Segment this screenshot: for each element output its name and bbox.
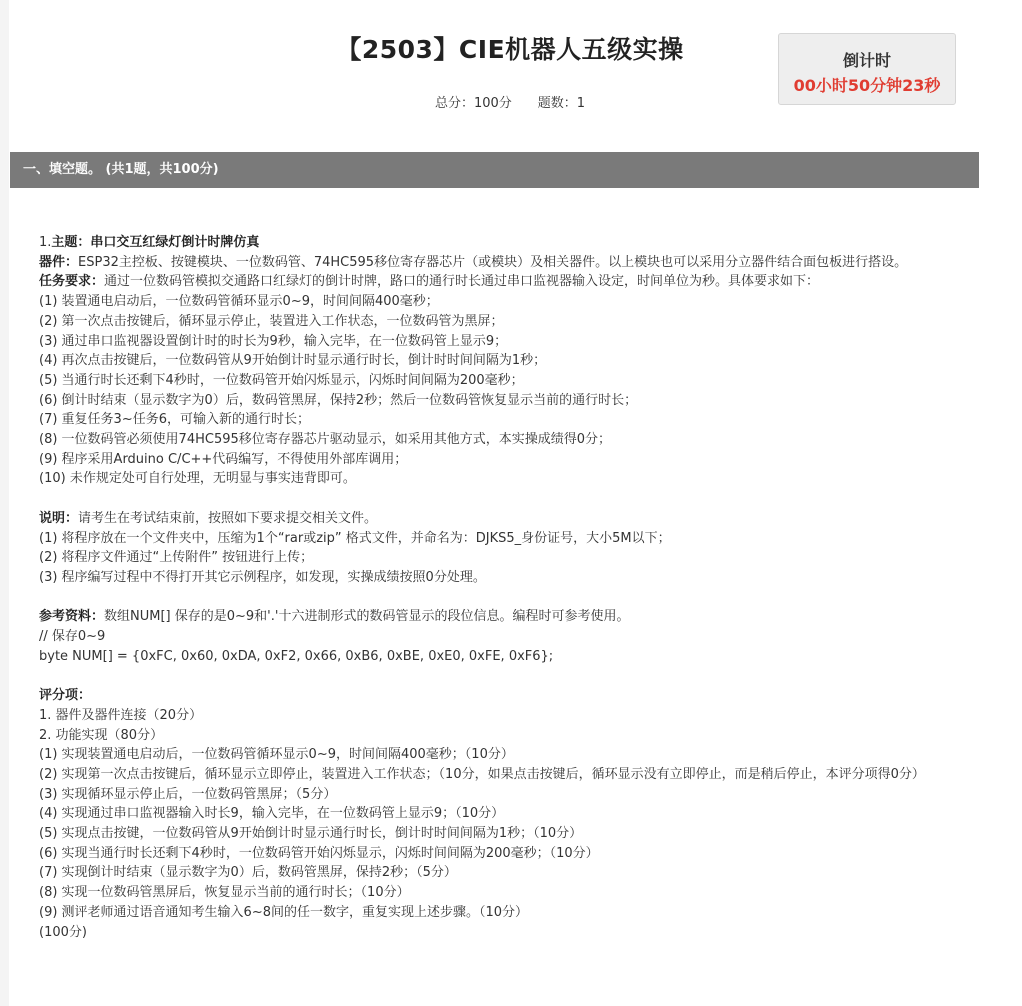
question-count: 题数：1 xyxy=(537,96,586,111)
code-comment: // 保存0~9 xyxy=(39,629,106,645)
scoring-item: (3) 实现循环显示停止后，一位数码管黑屏；（5分） xyxy=(39,786,337,802)
task-item: (9) 程序采用Arduino C/C++代码编写，不得使用外部库调用； xyxy=(39,451,408,467)
question-content xyxy=(39,233,949,942)
task-item: (4) 再次点击按键后，一位数码管从9开始倒计时显示通行时长，倒计时时间间隔为1秒； xyxy=(39,353,547,369)
scoring-item: (8) 实现一位数码管黑屏后，恢复显示当前的通行时长；（10分） xyxy=(39,885,410,901)
scoring-item: (9) 测评老师通过语音通知考生输入6~8间的任一数字，重复实现上述步骤。（10分） xyxy=(39,904,529,920)
task-label: 任务要求： xyxy=(39,274,105,290)
task-item: (6) 倒计时结束（显示数字为0）后，数码管黑屏，保持2秒；然后一位数码管恢复显示当前的通行时长； xyxy=(39,392,638,408)
scoring-item: 1. 器件及器件连接（20分） xyxy=(39,707,203,723)
code-line: byte NUM[] = {0xFC, 0x60, 0xDA, 0xF2, 0x66, 0xB6, 0xBE, 0xE0, 0xFE, 0xF6}; xyxy=(39,648,554,664)
score-total: (100分) xyxy=(39,924,87,940)
note-text: 请考生在考试结束前，按照如下要求提交相关文件。 xyxy=(78,510,378,526)
section-header: 一、填空题。 (共1题，共100分) xyxy=(10,152,979,188)
spacer xyxy=(39,489,949,509)
ref-text: 数组NUM[] 保存的是0~9和'.'十六进制形式的数码管显示的段位信息。编程时可参考使用。 xyxy=(104,609,630,625)
scoring-label: 评分项： xyxy=(39,688,92,704)
task-item: (10) 未作规定处可自行处理，无明显与事实违背即可。 xyxy=(39,471,356,487)
question-topic xyxy=(39,233,949,253)
timer-value: 00小时50分钟23秒 xyxy=(793,76,941,95)
scoring-item: 2. 功能实现（80分） xyxy=(39,727,164,743)
note-label: 说明： xyxy=(39,510,79,526)
ref-label: 参考资料： xyxy=(39,609,105,625)
task-item: (3) 通过串口监视器设置倒计时的时长为9秒，输入完毕，在一位数码管上显示9； xyxy=(39,333,508,349)
note-item: (3) 程序编写过程中不得打开其它示例程序，如发现，实操成绩按照0分处理。 xyxy=(39,569,486,585)
scoring-item: (1) 实现装置通电启动后，一位数码管循环显示0~9，时间间隔400毫秒；（10分） xyxy=(39,747,514,763)
question-note xyxy=(39,509,949,529)
question-number: 1. xyxy=(39,235,52,250)
task-item: (2) 第一次点击按键后，循环显示停止，装置进入工作状态，一位数码管为黑屏； xyxy=(39,313,504,329)
exam-title: 【2503】CIE机器人五级实操 xyxy=(336,35,684,64)
question-task xyxy=(39,272,949,292)
scoring-heading xyxy=(39,686,949,706)
topic-label: 主题： xyxy=(51,235,91,250)
task-text: 通过一位数码管模拟交通路口红绿灯的倒计时牌，路口的通行时长通过串口监视器输入设定，时间单位为秒。具体要求如下： xyxy=(104,274,820,290)
question-reference xyxy=(39,607,949,627)
note-item: (1) 将程序放在一个文件夹中，压缩为1个“rar或zip” 格式文件，并命名为：DJKS5_身份证号，大小5M以下； xyxy=(39,530,671,546)
scoring-item: (5) 实现点击按键，一位数码管从9开始倒计时显示通行时长，倒计时时间间隔为1秒；（10分） xyxy=(39,826,583,842)
scoring-item: (7) 实现倒计时结束（显示数字为0）后，数码管黑屏，保持2秒；（5分） xyxy=(39,865,457,881)
spacer xyxy=(39,588,949,608)
scoring-item: (6) 实现当通行时长还剩下4秒时，一位数码管开始闪烁显示，闪烁时间间隔为200毫秒；（10分） xyxy=(39,845,599,861)
task-item: (7) 重复任务3~任务6，可输入新的通行时长； xyxy=(39,412,310,428)
task-item: (1) 装置通电启动后，一位数码管循环显示0~9，时间间隔400毫秒； xyxy=(39,294,439,310)
spacer xyxy=(39,666,949,686)
question-devices xyxy=(39,253,949,273)
left-gutter xyxy=(0,0,9,1006)
countdown-timer xyxy=(778,33,956,105)
scoring-item: (4) 实现通过串口监视器输入时长9，输入完毕，在一位数码管上显示9；（10分） xyxy=(39,806,505,822)
note-item: (2) 将程序文件通过“上传附件” 按钮进行上传； xyxy=(39,550,314,566)
task-item: (8) 一位数码管必须使用74HC595移位寄存器芯片驱动显示，如采用其他方式，本实操成绩得0分； xyxy=(39,432,612,448)
total-score: 总分：100分 xyxy=(434,96,512,111)
topic-text: 串口交互红绿灯倒计时牌仿真 xyxy=(90,235,260,250)
task-item: (5) 当通行时长还剩下4秒时，一位数码管开始闪烁显示，闪烁时间间隔为200毫秒； xyxy=(39,372,524,388)
devices-text: ESP32主控板、按键模块、一位数码管、74HC595移位寄存器芯片（或模块）及相关器件。以上模块也可以采用分立器件结合面包板进行搭设。 xyxy=(78,254,908,270)
scoring-item: (2) 实现第一次点击按键后，循环显示立即停止，装置进入工作状态；（10分，如果点击按键后，循环显示没有立即停止，而是稍后停止，本评分项得0分） xyxy=(39,766,925,782)
devices-label: 器件： xyxy=(39,254,79,270)
timer-label: 倒计时 xyxy=(842,51,891,70)
